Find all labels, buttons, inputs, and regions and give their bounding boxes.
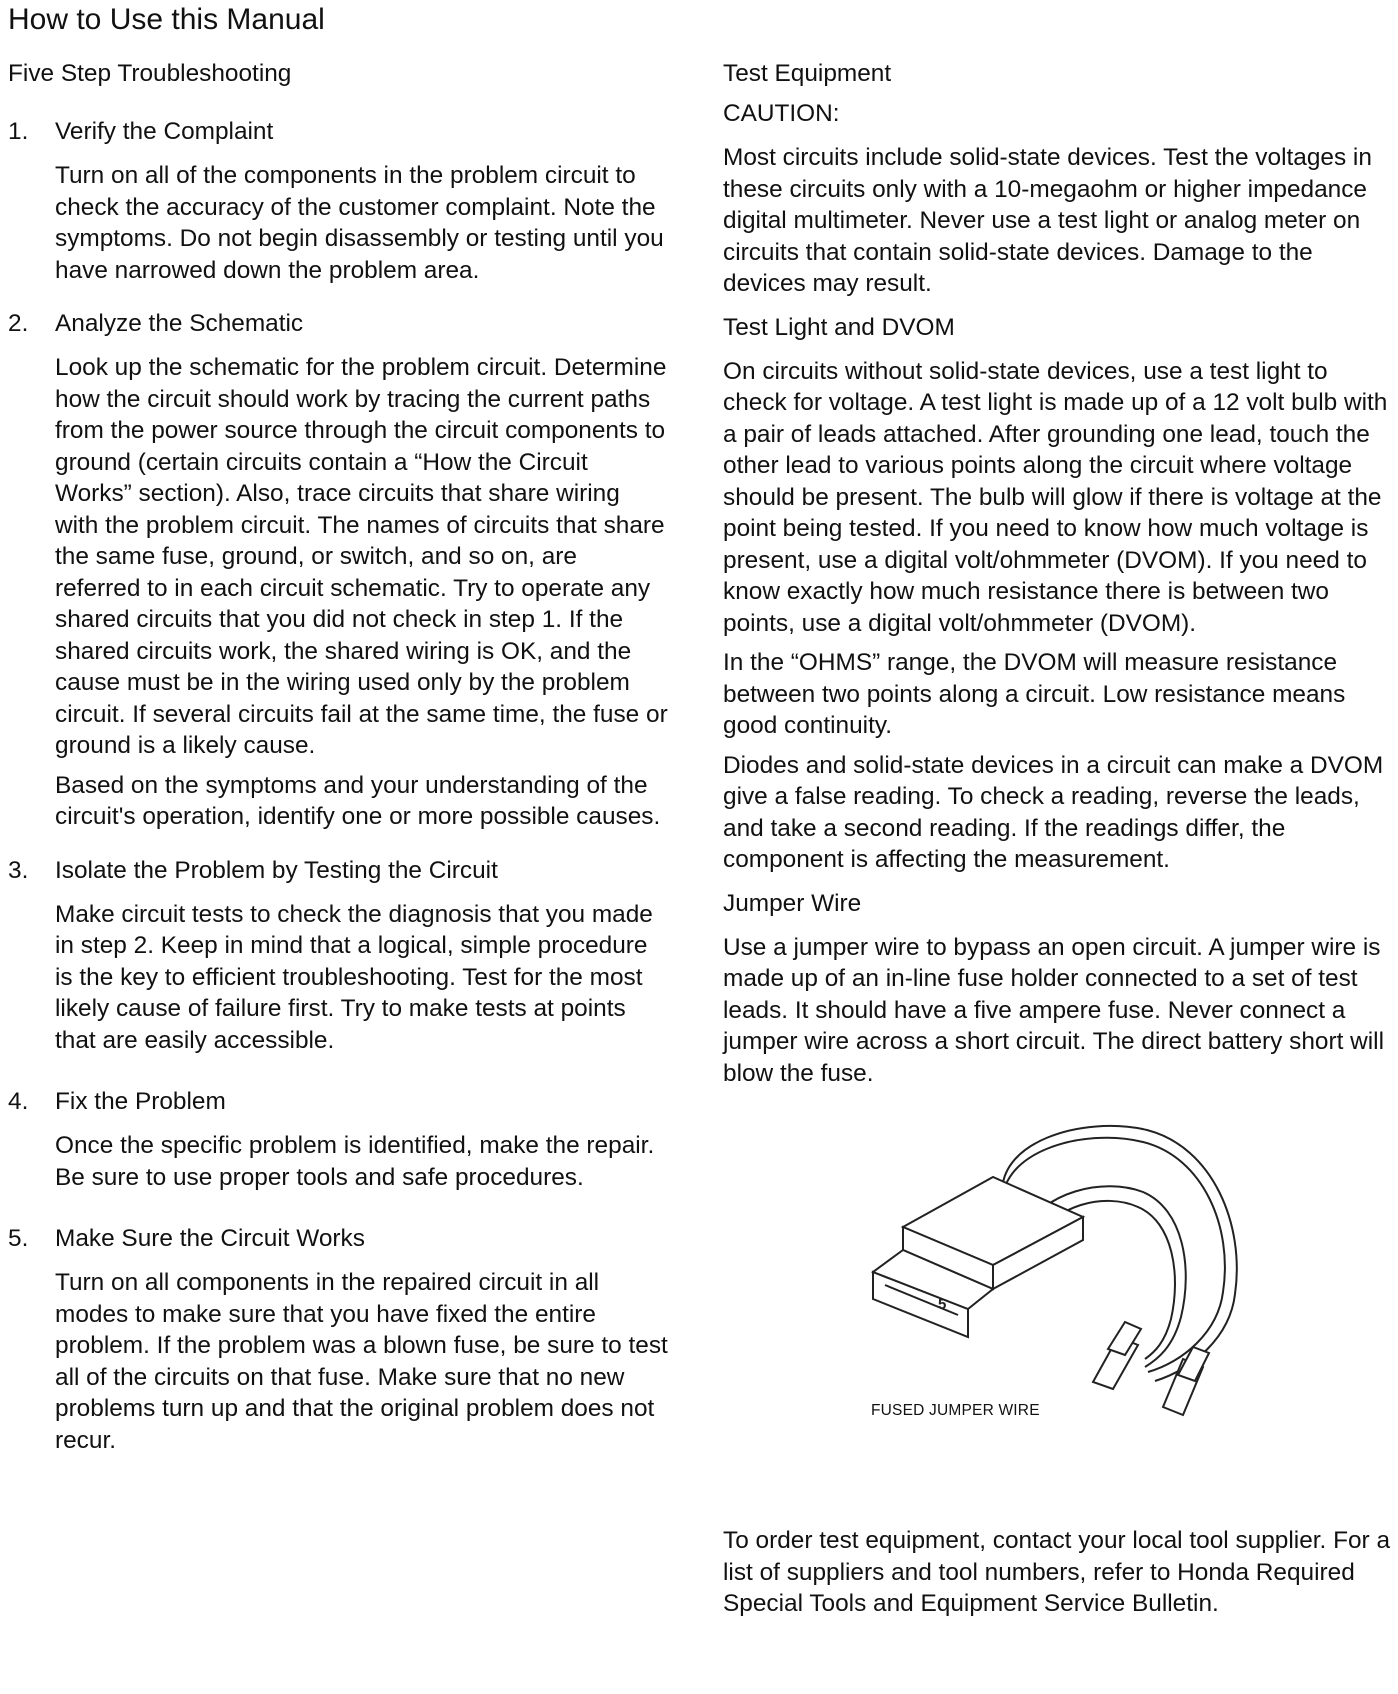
test-equipment-heading: Test Equipment: [723, 60, 892, 87]
fused-jumper-wire-figure: [753, 1097, 1353, 1517]
step-heading: Analyze the Schematic: [55, 310, 304, 337]
step-number: 2.: [8, 310, 29, 337]
step-5: [8, 1219, 668, 1456]
caution-paragraph: Most circuits include solid-state devices. Test the voltages in these circuits only with a 10-megaohm or higher impedance digital multimeter. Never use a test light or analog meter on circuits that contain solid-state devices. Damage to the devices may result.: [723, 144, 1372, 297]
figure-caption: FUSED JUMPER WIRE: [871, 1402, 1040, 1419]
page-title: How to Use this Manual: [8, 3, 325, 36]
step-paragraph: Based on the symptoms and your understanding of the circuit's operation, identify one or more possible causes.: [55, 771, 661, 830]
alligator-clips: [1093, 1322, 1209, 1415]
five-step-heading: Five Step Troubleshooting: [8, 60, 292, 87]
step-heading: Verify the Complaint: [55, 118, 274, 145]
step-3: [8, 851, 668, 1057]
step-2: [8, 304, 668, 833]
step-4: [8, 1082, 668, 1193]
step-heading: Make Sure the Circuit Works: [55, 1225, 365, 1252]
ordering-paragraph: To order test equipment, contact your local tool supplier. For a list of suppliers and tool numbers, refer to Honda Required Special Tools and Equipment Service Bulletin.: [723, 1527, 1391, 1617]
step-number: 1.: [8, 118, 29, 145]
step-paragraph: Turn on all of the components in the problem circuit to check the accuracy of the customer complaint. Note the symptoms. Do not begin disassembly or testing until you have narrowed down the problem area.: [55, 162, 664, 284]
step-paragraph: Turn on all components in the repaired circuit in all modes to make sure that you have fixed the entire problem. If the problem was a blown fuse, be sure to test all of the circuits on that fuse. Make sure that no new problems turn up and that the original problem does not recur.: [55, 1269, 668, 1454]
step-heading: Isolate the Problem by Testing the Circuit: [55, 856, 498, 884]
fuse-rating-label: 5: [938, 1296, 947, 1313]
fused-jumper-wire-illustration: [753, 1097, 1353, 1427]
step-paragraph: Make circuit tests to check the diagnosis that you made in step 2. Keep in mind that a logical, simple procedure is the key to efficient troubleshooting. Test for the most likely cause of failure first. Try to make tests at points that are easily accessible.: [55, 900, 653, 1054]
test-light-heading: Test Light and DVOM: [723, 313, 955, 341]
left-column: [8, 54, 668, 1464]
step-number: 3.: [8, 856, 29, 884]
test-light-paragraph: On circuits without solid-state devices, use a test light to check for voltage. A test light is made up of a 12 volt bulb with a pair of leads attached. After grounding one lead, touch the other lead to various points along the circuit where voltage should be present. The bulb will glow if there is voltage at the point being tested. If you need to know how much voltage is present, use a digital volt/ohmmeter (DVOM). If you need to know exactly how much resistance there is between two points, use a digital volt/ohmmeter (DVOM).: [723, 357, 1388, 637]
step-paragraph: Once the specific problem is identified, make the repair. Be sure to use proper tools and safe procedures.: [55, 1132, 655, 1191]
jumper-wire-heading: Jumper Wire: [723, 889, 862, 917]
step-number: 5.: [8, 1225, 29, 1252]
right-column: [723, 54, 1393, 1628]
step-number: 4.: [8, 1088, 29, 1115]
ohms-paragraph: In the “OHMS” range, the DVOM will measure resistance between two points along a circuit. Low resistance means good continuity.: [723, 649, 1346, 739]
diodes-paragraph: Diodes and solid-state devices in a circuit can make a DVOM give a false reading. To check a reading, reverse the leads, and take a second reading. If the readings differ, the component is affecting the measurement.: [723, 751, 1384, 873]
jumper-wire-paragraph: Use a jumper wire to bypass an open circuit. A jumper wire is made up of an in-line fuse holder connected to a set of test leads. It should have a five ampere fuse. Never connect a jumper wire across a short circuit. The direct battery short will blow the fuse.: [723, 933, 1385, 1087]
step-paragraph: Look up the schematic for the problem circuit. Determine how the circuit should work by tracing the current paths from the power source through the circuit components to ground (certain circuits contain a “How the Circuit Works” section). Also, trace circuits that share wiring with the problem circuit. The names of circuits that share the same fuse, ground, or switch, and so on, are referred to in each circuit schematic. Try to operate any shared circuits that you did not check in step 1. If the shared circuits work, the shared wiring is OK, and the cause must be in the wiring used only by the problem circuit. If several circuits fail at the same time, the fuse or ground is a likely cause.: [55, 354, 668, 759]
caution-label: CAUTION:: [723, 100, 840, 127]
step-heading: Fix the Problem: [55, 1088, 226, 1115]
step-1: [8, 112, 668, 286]
